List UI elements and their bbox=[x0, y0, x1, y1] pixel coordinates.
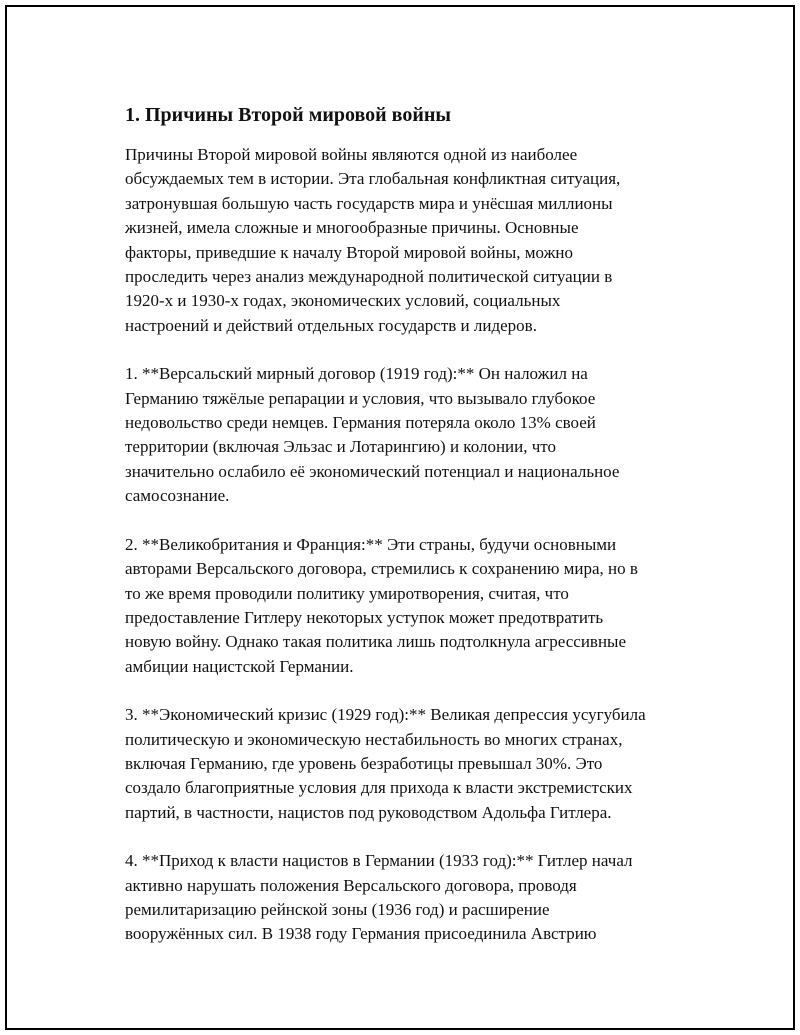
text-line: 2. **Великобритания и Франция:** Эти страны, будучи основными bbox=[125, 534, 617, 554]
text-line: создало благоприятные условия для прихода к власти экстремистских bbox=[125, 778, 633, 798]
text-line: амбиции нацистской Германии. bbox=[125, 656, 354, 676]
text-line: то же время проводили политику умиротворения, считая, что bbox=[125, 583, 569, 603]
text-line: затронувшая большую часть государств мира и унёсшая миллионы bbox=[125, 193, 613, 213]
text-line: 3. **Экономический кризис (1929 год):** Великая депрессия усугубила bbox=[125, 705, 646, 725]
section-heading: 1. Причины Второй мировой войны bbox=[125, 104, 451, 126]
text-line: проследить через анализ международной политической ситуации в bbox=[125, 267, 613, 287]
text-line: авторами Версальского договора, стремились к сохранению мира, но в bbox=[125, 559, 638, 579]
text-line: политическую и экономическую нестабильность во многих странах, bbox=[125, 729, 623, 749]
text-line: вооружённых сил. В 1938 году Германия присоединила Австрию bbox=[125, 924, 597, 944]
text-line: 1920-х и 1930-х годах, экономических условий, социальных bbox=[125, 291, 561, 311]
text-line: настроений и действий отдельных государств и лидеров. bbox=[125, 315, 537, 335]
britain-france-paragraph bbox=[125, 533, 705, 679]
text-line: активно нарушать положения Версальского договора, проводя bbox=[125, 875, 577, 895]
text-line: новую войну. Однако такая политика лишь подтолкнула агрессивные bbox=[125, 632, 627, 652]
text-line: обсуждаемых тем в истории. Эта глобальная конфликтная ситуация, bbox=[125, 169, 621, 189]
text-line: самосознание. bbox=[125, 486, 230, 506]
nazi-rise-paragraph bbox=[125, 849, 705, 947]
text-line: партий, в частности, нацистов под руководством Адольфа Гитлера. bbox=[125, 802, 612, 822]
text-line: Причины Второй мировой войны являются одной из наиболее bbox=[125, 145, 578, 164]
text-line: значительно ослабило её экономический потенциал и национальное bbox=[125, 461, 620, 481]
text-line: территории (включая Эльзас и Лотарингию) и колонии, что bbox=[125, 437, 557, 457]
text-line: 4. **Приход к власти нацистов в Германии (1933 год):** Гитлер начал bbox=[125, 851, 633, 871]
text-line: включая Германию, где уровень безработицы превышал 30%. Это bbox=[125, 753, 603, 773]
page-frame bbox=[5, 5, 795, 1030]
text-line: 1. **Версальский мирный договор (1919 год):** Он наложил на bbox=[125, 364, 588, 384]
text-line: предоставление Гитлеру некоторых уступок может предотвратить bbox=[125, 607, 604, 627]
economic-crisis-paragraph bbox=[125, 703, 705, 825]
text-line: факторы, приведшие к началу Второй мировой войны, можно bbox=[125, 242, 573, 262]
text-line: ремилитаризацию рейнской зоны (1936 год) и расширение bbox=[125, 899, 550, 919]
document-body bbox=[125, 103, 705, 971]
versailles-paragraph bbox=[125, 362, 705, 508]
text-line: Германию тяжёлые репарации и условия, что вызывало глубокое bbox=[125, 388, 596, 408]
intro-paragraph bbox=[125, 143, 705, 338]
text-line: недовольство среди немцев. Германия потеряла около 13% своей bbox=[125, 413, 596, 433]
text-line: жизней, имела сложные и многообразные причины. Основные bbox=[125, 218, 579, 238]
